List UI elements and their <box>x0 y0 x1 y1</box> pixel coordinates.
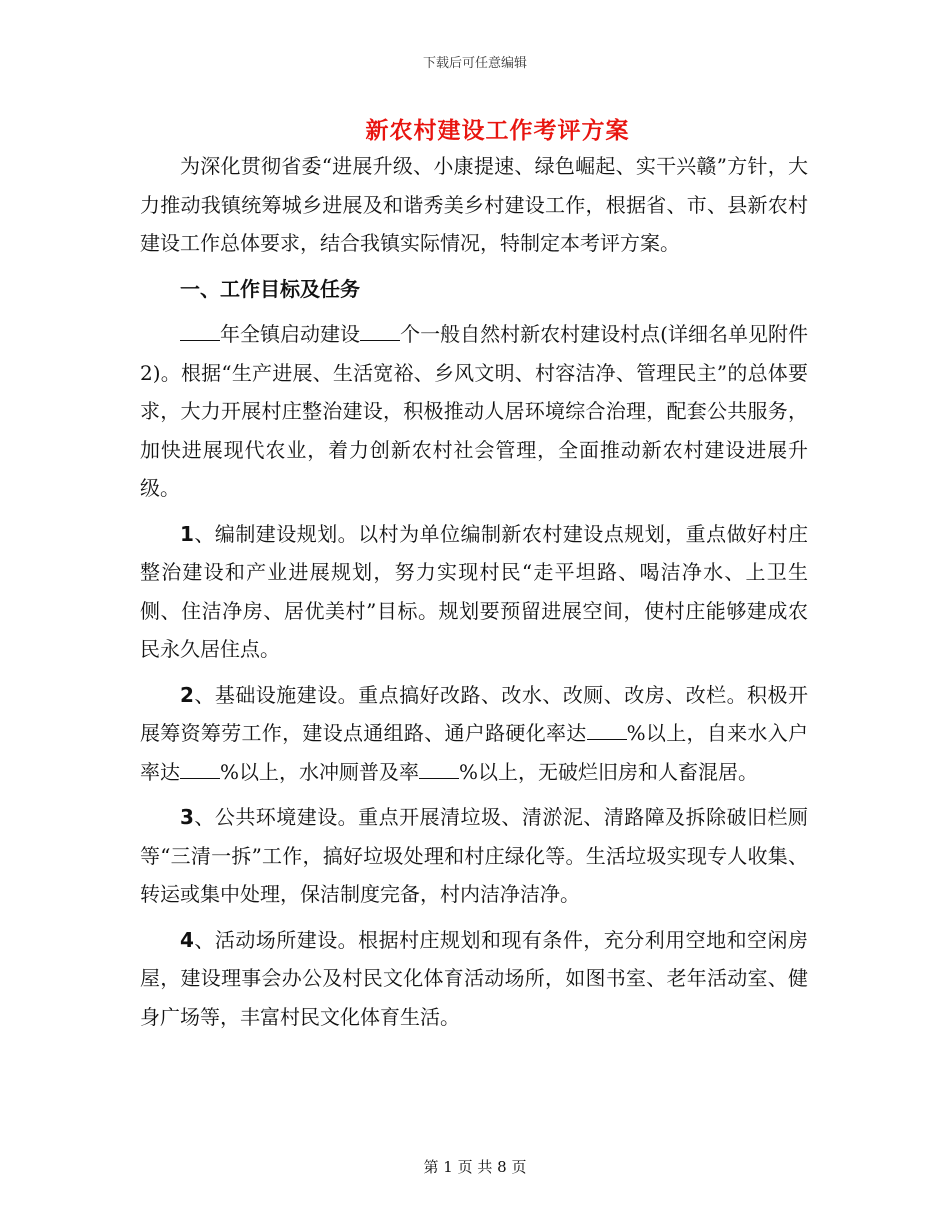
fill-blank <box>360 320 400 341</box>
item-number: 3 <box>180 805 194 829</box>
paragraph-text: 年全镇启动建设 <box>220 322 361 346</box>
item-number: 4 <box>180 927 194 952</box>
intro-paragraph: 为深化贯彻省委“进展升级、小康提速、绿色崛起、实干兴赣”方针，大力推动我镇统筹城乡进展及和谐秀美乡村建设工作，根据省、市、县新农村建设工作总体要求，结合我镇实际情况，特制定本考评方案。 <box>140 154 808 255</box>
page-indicator: 第 1 页 共 8 页 <box>423 1158 527 1176</box>
fill-blank <box>419 758 459 779</box>
item-number: 1 <box>180 521 194 546</box>
list-item <box>140 515 808 669</box>
item-text: %以上，自来水入户率达 <box>140 721 808 784</box>
fill-blank <box>180 758 220 779</box>
document-body <box>140 147 808 1043</box>
item-number: 2 <box>180 682 194 707</box>
item-text: 、基础设施建设。重点搞好改路、改水、改厕、改房、改栏。积极开展筹资筹劳工作，建设点通组路、通户路硬化率达 <box>140 682 808 745</box>
item-text: %以上，水冲厕普及率 <box>220 759 420 784</box>
section-paragraph <box>140 315 808 508</box>
section-heading: 一、工作目标及任务 <box>180 276 360 301</box>
fill-blank <box>587 719 627 740</box>
paragraph-text: 个一般自然村新农村建设村点(详细名单见附件2)。根据“生产进展、生活宽裕、乡风文明、村容洁净、管理民主”的总体要求，大力开展村庄整治建设，积极推动人居环境综合治理，配套公共服务，加快进展现代农业，着力创新农村社会管理，全面推动新农村建设进展升级。 <box>140 322 809 500</box>
item-text: 、活动场所建设。根据村庄规划和现有条件，充分利用空地和空闲房屋，建设理事会办公及村民文化体育活动场所，如图书室、老年活动室、健身广场等，丰富村民文化体育生活。 <box>140 927 808 1029</box>
document-title: 新农村建设工作考评方案 <box>365 117 630 144</box>
list-item <box>140 676 808 792</box>
header-note: 下载后可任意编辑 <box>422 56 527 71</box>
fill-blank <box>180 320 220 341</box>
item-text: 、公共环境建设。重点开展清垃圾、清淤泥、清路障及拆除破旧栏厕等“三清一拆”工作，搞好垃圾处理和村庄绿化等。生活垃圾实现专人收集、转运或集中处理，保洁制度完备，村内洁净洁净。 <box>140 805 808 906</box>
item-text: %以上，无破烂旧房和人畜混居。 <box>459 759 759 784</box>
list-item <box>140 798 808 914</box>
item-text: 、编制建设规划。以村为单位编制新农村建设点规划，重点做好村庄整治建设和产业进展规划，努力实现村民“走平坦路、喝洁净水、上卫生侧、住洁净房、居优美村”目标。规划要预留进展空间，使村庄能够建成农民永久居住点。 <box>140 521 808 661</box>
list-item <box>140 921 808 1037</box>
